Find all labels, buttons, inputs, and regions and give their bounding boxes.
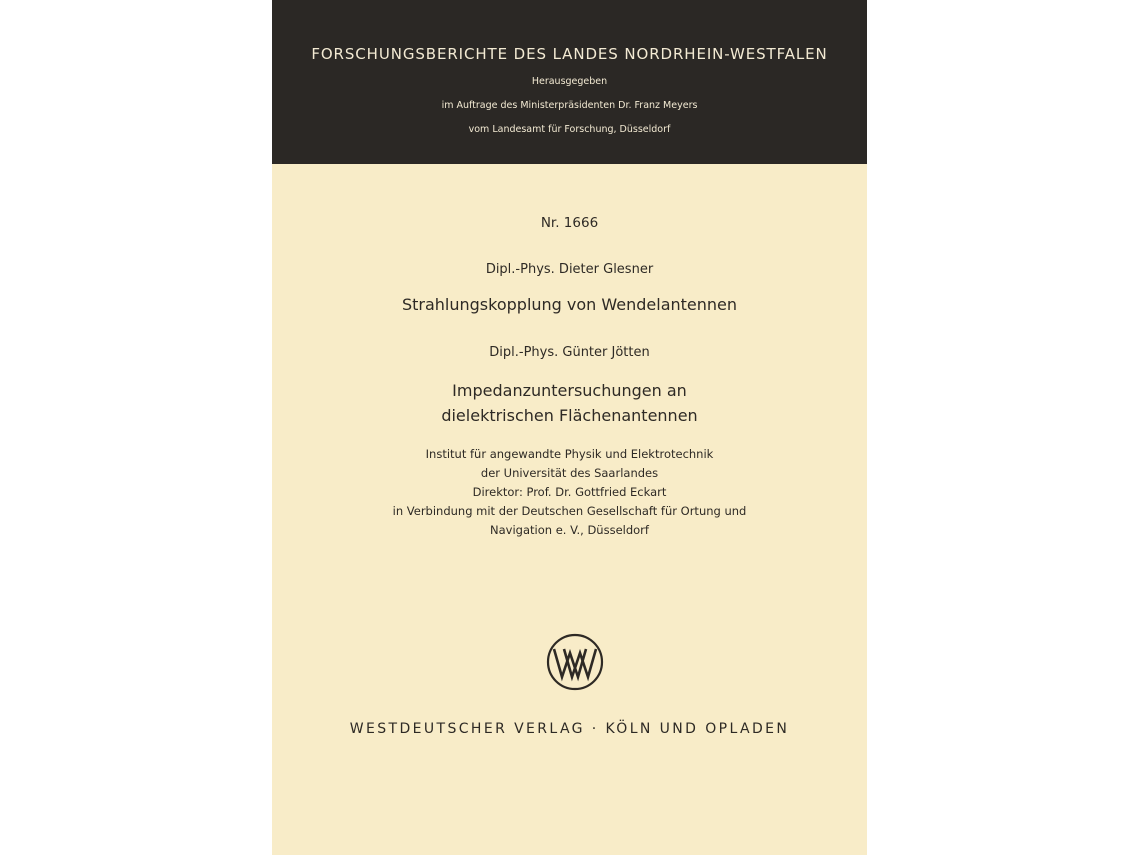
cover-header-band bbox=[272, 0, 867, 164]
institute-line: Navigation e. V., Düsseldorf bbox=[490, 523, 649, 537]
author-first: Dipl.-Phys. Dieter Glesner bbox=[485, 262, 654, 277]
header-line-office: vom Landesamt für Forschung, Düsseldorf bbox=[468, 124, 671, 135]
title-second-line: Impedanzuntersuchungen an bbox=[452, 381, 687, 400]
title-second-line: dielektrischen Flächenantennen bbox=[441, 406, 698, 425]
institute-line: Direktor: Prof. Dr. Gottfried Eckart bbox=[472, 485, 667, 499]
institute-info bbox=[272, 445, 867, 540]
book-cover bbox=[272, 0, 867, 855]
westdeutscher-verlag-ww-logo-icon bbox=[546, 633, 604, 691]
series-title: FORSCHUNGSBERICHTE DES LANDES NORDRHEIN-WESTFALEN bbox=[311, 45, 828, 63]
report-number: Nr. 1666 bbox=[540, 215, 599, 231]
institute-line: der Universität des Saarlandes bbox=[480, 466, 659, 480]
title-first: Strahlungskopplung von Wendelantennen bbox=[401, 295, 738, 314]
institute-line: in Verbindung mit der Deutschen Gesellschaft für Ortung und bbox=[392, 504, 747, 518]
author-second: Dipl.-Phys. Günter Jötten bbox=[489, 345, 650, 360]
publisher-imprint: WESTDEUTSCHER VERLAG · KÖLN UND OPLADEN bbox=[349, 721, 790, 737]
institute-line: Institut für angewandte Physik und Elektrotechnik bbox=[425, 447, 714, 461]
header-line-commission: im Auftrage des Ministerpräsidenten Dr. Franz Meyers bbox=[441, 100, 698, 111]
title-second bbox=[272, 378, 867, 428]
header-line-publisher-note: Herausgegeben bbox=[531, 76, 608, 87]
